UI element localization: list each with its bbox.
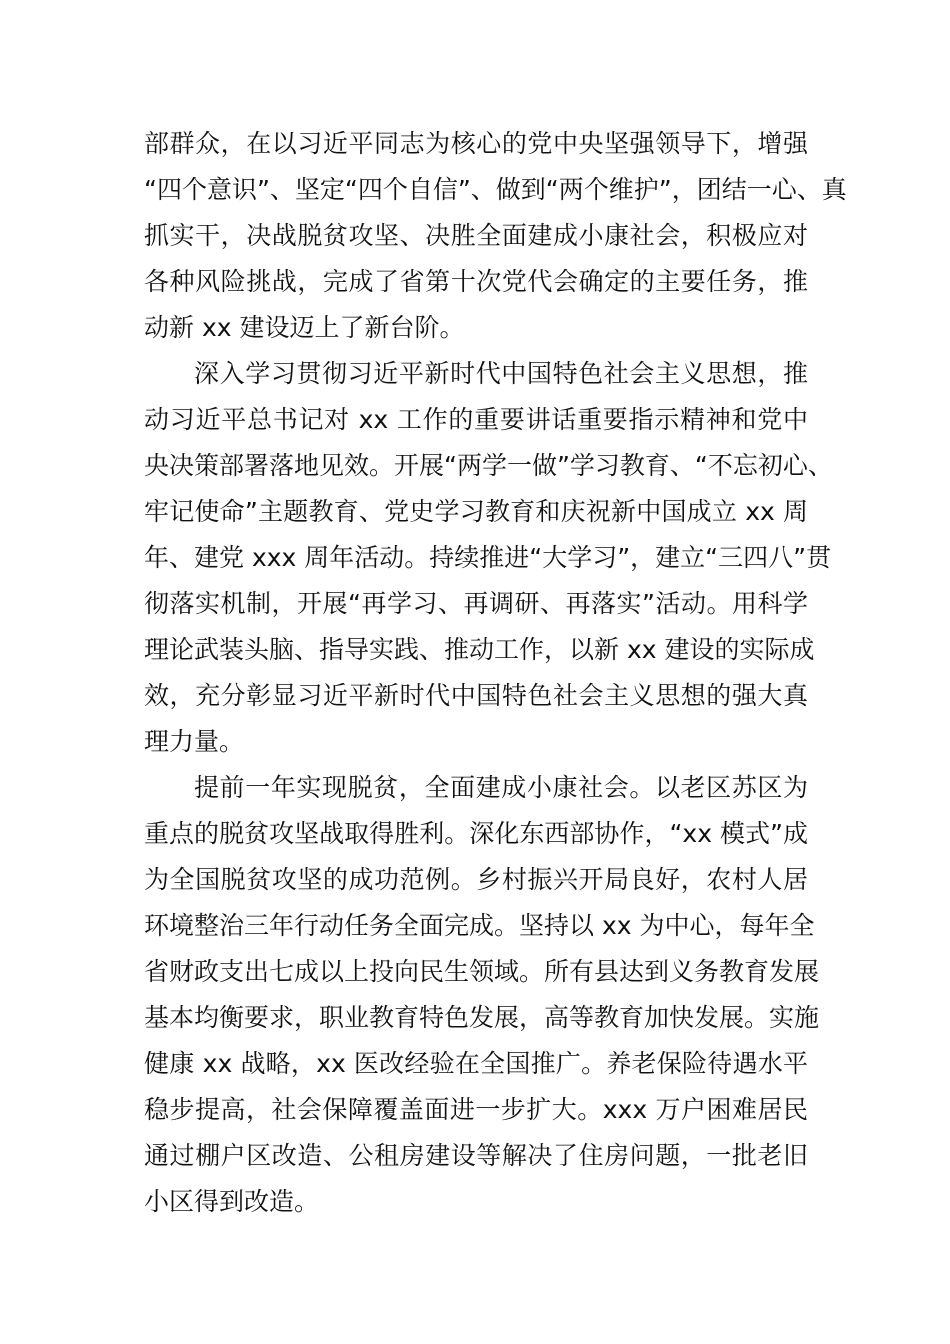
- paragraph-line: 彻落实机制，开展“再学习、再调研、再落实”活动。用科学: [144, 589, 808, 618]
- paragraph-line: 环境整治三年行动任务全面完成。坚持以 xx 为中心，每年全: [144, 911, 815, 940]
- paragraph-line: 部群众，在以习近平同志为核心的党中央坚强领导下，增强: [144, 129, 808, 158]
- paragraph-line: 理论武装头脑、指导实践、推动工作，以新 xx 建设的实际成: [144, 635, 815, 664]
- paragraph-line: 为全国脱贫攻坚的成功范例。乡村振兴开局良好，农村人居: [144, 865, 808, 894]
- paragraph-line: 央决策部署落地见效。开展“两学一做”学习教育、“不忘初心、: [144, 451, 833, 480]
- paragraph-line: 健康 xx 战略，xx 医改经验在全国推广。养老保险待遇水平: [144, 1049, 808, 1078]
- paragraph-line: 动新 xx 建设迈上了新台阶。: [144, 313, 465, 342]
- paragraph-line: “四个意识”、坚定“四个自信”、做到“两个维护”，团结一心、真: [144, 175, 847, 204]
- paragraph-line: 牢记使命”主题教育、党史学习教育和庆祝新中国成立 xx 周: [144, 497, 808, 526]
- paragraph-3: [144, 765, 820, 1225]
- paragraph-line: 理力量。: [144, 727, 245, 756]
- paragraph-line: 基本均衡要求，职业教育特色发展，高等教育加快发展。实施: [144, 1003, 820, 1032]
- paragraph-line: 年、建党 xxx 周年活动。持续推进“大学习”，建立“三四八”贯: [144, 543, 832, 572]
- paragraph-line: 省财政支出七成以上投向民生领域。所有县达到义务教育发展: [144, 957, 820, 986]
- paragraph-line: 深入学习贯彻习近平新时代中国特色社会主义思想，推: [194, 359, 808, 388]
- paragraph-line: 小区得到改造。: [144, 1187, 320, 1216]
- paragraph-line: 效，充分彰显习近平新时代中国特色社会主义思想的强大真: [144, 681, 808, 710]
- paragraph-line: 抓实干，决战脱贫攻坚、决胜全面建成小康社会，积极应对: [144, 221, 808, 250]
- paragraph-line: 通过棚户区改造、公租房建设等解决了住房问题，一批老旧: [144, 1141, 808, 1170]
- paragraph-line: 稳步提高，社会保障覆盖面进一步扩大。xxx 万户困难居民: [144, 1095, 808, 1124]
- document-body: [144, 121, 847, 1225]
- paragraph-line: 提前一年实现脱贫，全面建成小康社会。以老区苏区为: [194, 773, 808, 802]
- paragraph-line: 重点的脱贫攻坚战取得胜利。深化东西部协作，“xx 模式”成: [144, 819, 808, 848]
- paragraph-1: [144, 121, 847, 351]
- paragraph-line: 动习近平总书记对 xx 工作的重要讲话重要指示精神和党中: [144, 405, 808, 434]
- paragraph-line: 各种风险挑战，完成了省第十次党代会确定的主要任务，推: [144, 267, 808, 296]
- paragraph-2: [144, 351, 833, 765]
